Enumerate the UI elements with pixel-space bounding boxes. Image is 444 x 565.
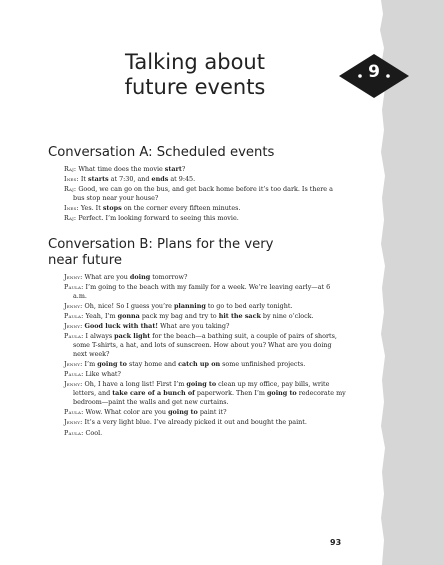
dialogue-text: I always [85,332,115,341]
dialogue-text: I’m [84,360,98,369]
conversation-b [64,273,346,439]
dialogue-text: Good, we can go on the bus, and get back home before it’s too dark. Is there a bus stop near your house? [73,185,333,203]
dialogue-text: for the beach—a bathing suit, a couple of pairs of shorts, some T-shirts, a hat, and lots of sunscreen. How about you? What are you doing next week? [73,332,337,359]
dialogue-line [64,360,346,369]
conversation-b-title-line-2: near future [48,253,122,268]
dialogue-line [64,380,346,407]
dialogue-line [64,273,346,282]
dialogue-text: some unfinished projects. [220,360,306,369]
speaker-name: Raj: [64,185,77,194]
chapter-title-line-2: future events [124,75,266,99]
dialogue-line [64,408,346,417]
dialogue-text: What time does the movie [78,165,165,173]
dialogue-line [64,322,346,331]
dialogue-text: pack my bag and try to [139,312,219,321]
highlighted-phrase: stops [102,204,122,213]
dialogue-line [64,429,346,438]
highlighted-phrase: start [164,165,182,173]
dialogue-text: at 7:30, and [108,175,152,184]
dialogue-text: What are you taking? [158,322,230,331]
speaker-name: Jenny: [64,360,83,369]
dialogue-line [64,185,346,203]
speaker-name: Ines: [64,175,79,184]
dialogue-text: on the corner every fifteen minutes. [121,204,241,213]
dialogue-text: I’m going to the beach with my family for a week. We’re leaving early—at 6 a.m. [73,283,331,300]
speaker-name: Raj: [64,214,77,223]
speaker-name: Jenny: [64,322,83,331]
dialogue-text: stay home and [126,360,179,369]
speaker-name: Jenny: [64,273,83,281]
dialogue-line [64,175,346,184]
speaker-name: Paula: [64,428,84,437]
dialogue-line [64,214,346,223]
speaker-name: Raj: [64,165,77,173]
speaker-name: Paula: [64,283,84,292]
highlighted-phrase: pack light [114,332,151,341]
dialogue-line [64,302,346,311]
highlighted-phrase: catch up on [178,360,221,369]
dialogue-text: tomorrow? [150,273,188,281]
speaker-name: Paula: [64,408,84,417]
page-number: 93 [330,538,342,547]
highlighted-phrase: gonna [117,312,140,321]
conversation-a [64,165,346,224]
chapter-title [80,50,310,100]
speaker-name: Jenny: [64,302,83,311]
dialogue-text: paperwork. Then I’m [194,389,267,398]
dialogue-line [64,312,346,321]
highlighted-phrase: take care of a bunch of [112,389,195,398]
highlighted-phrase: Good luck with that! [84,322,159,331]
highlighted-phrase: starts [88,175,109,184]
dialogue-text: Oh, nice! So I guess you’re [84,302,174,311]
dialogue-line [64,370,346,379]
dialogue-text: Yeah, I’m [85,312,118,321]
highlighted-phrase: going to [97,360,127,369]
dialogue-text: Oh, I have a long list! First I’m [84,380,187,389]
speaker-name: Paula: [64,370,84,379]
dialogue-text: to go to bed early tonight. [205,302,293,311]
speaker-name: Ines: [64,204,79,213]
speaker-name: Paula: [64,332,84,341]
chapter-title-line-1: Talking about [125,50,265,74]
dialogue-text: It [80,175,89,184]
dialogue-text: ? [181,165,186,173]
speaker-name: Jenny: [64,380,83,389]
conversation-a-title: Conversation A: Scheduled events [48,145,275,160]
highlighted-phrase: going to [266,389,297,398]
dialogue-text: clean up my office, pay bills, write letters, and [73,380,330,398]
dialogue-text: at 9:45. [168,175,196,184]
dialogue-line [64,283,346,301]
dialogue-line [64,204,346,213]
dialogue-text: Like what? [85,370,121,379]
highlighted-phrase: ends [151,175,169,184]
dialogue-text: Perfect. I’m looking forward to seeing this movie. [78,214,239,223]
highlighted-phrase: going to [168,408,198,417]
dialogue-text: It’s a very light blue. I’ve already picked it out and bought the paint. [84,418,307,427]
dialogue-text: paint it? [197,408,227,417]
highlighted-phrase: going to [186,380,217,389]
dialogue-line [64,165,346,174]
dialogue-text: What are you [84,273,130,281]
speaker-name: Paula: [64,312,84,321]
dialogue-text: by nine o’clock. [260,312,314,321]
highlighted-phrase: doing [129,273,151,281]
chapter-number: 9 [368,62,380,82]
dialogue-text: Wow. What color are you [85,408,169,417]
conversation-b-title [48,237,348,269]
dialogue-line [64,418,346,427]
speaker-name: Jenny: [64,418,83,427]
highlighted-phrase: hit the sack [218,312,261,321]
dialogue-text: Yes. It [80,204,103,213]
highlighted-phrase: planning [173,302,206,311]
dialogue-text: redecorate my bedroom—paint the walls and get new curtains. [73,389,346,407]
dialogue-line [64,332,346,359]
conversation-b-title-line-1: Conversation B: Plans for the very [48,237,274,252]
dialogue-text: Cool. [85,428,103,437]
